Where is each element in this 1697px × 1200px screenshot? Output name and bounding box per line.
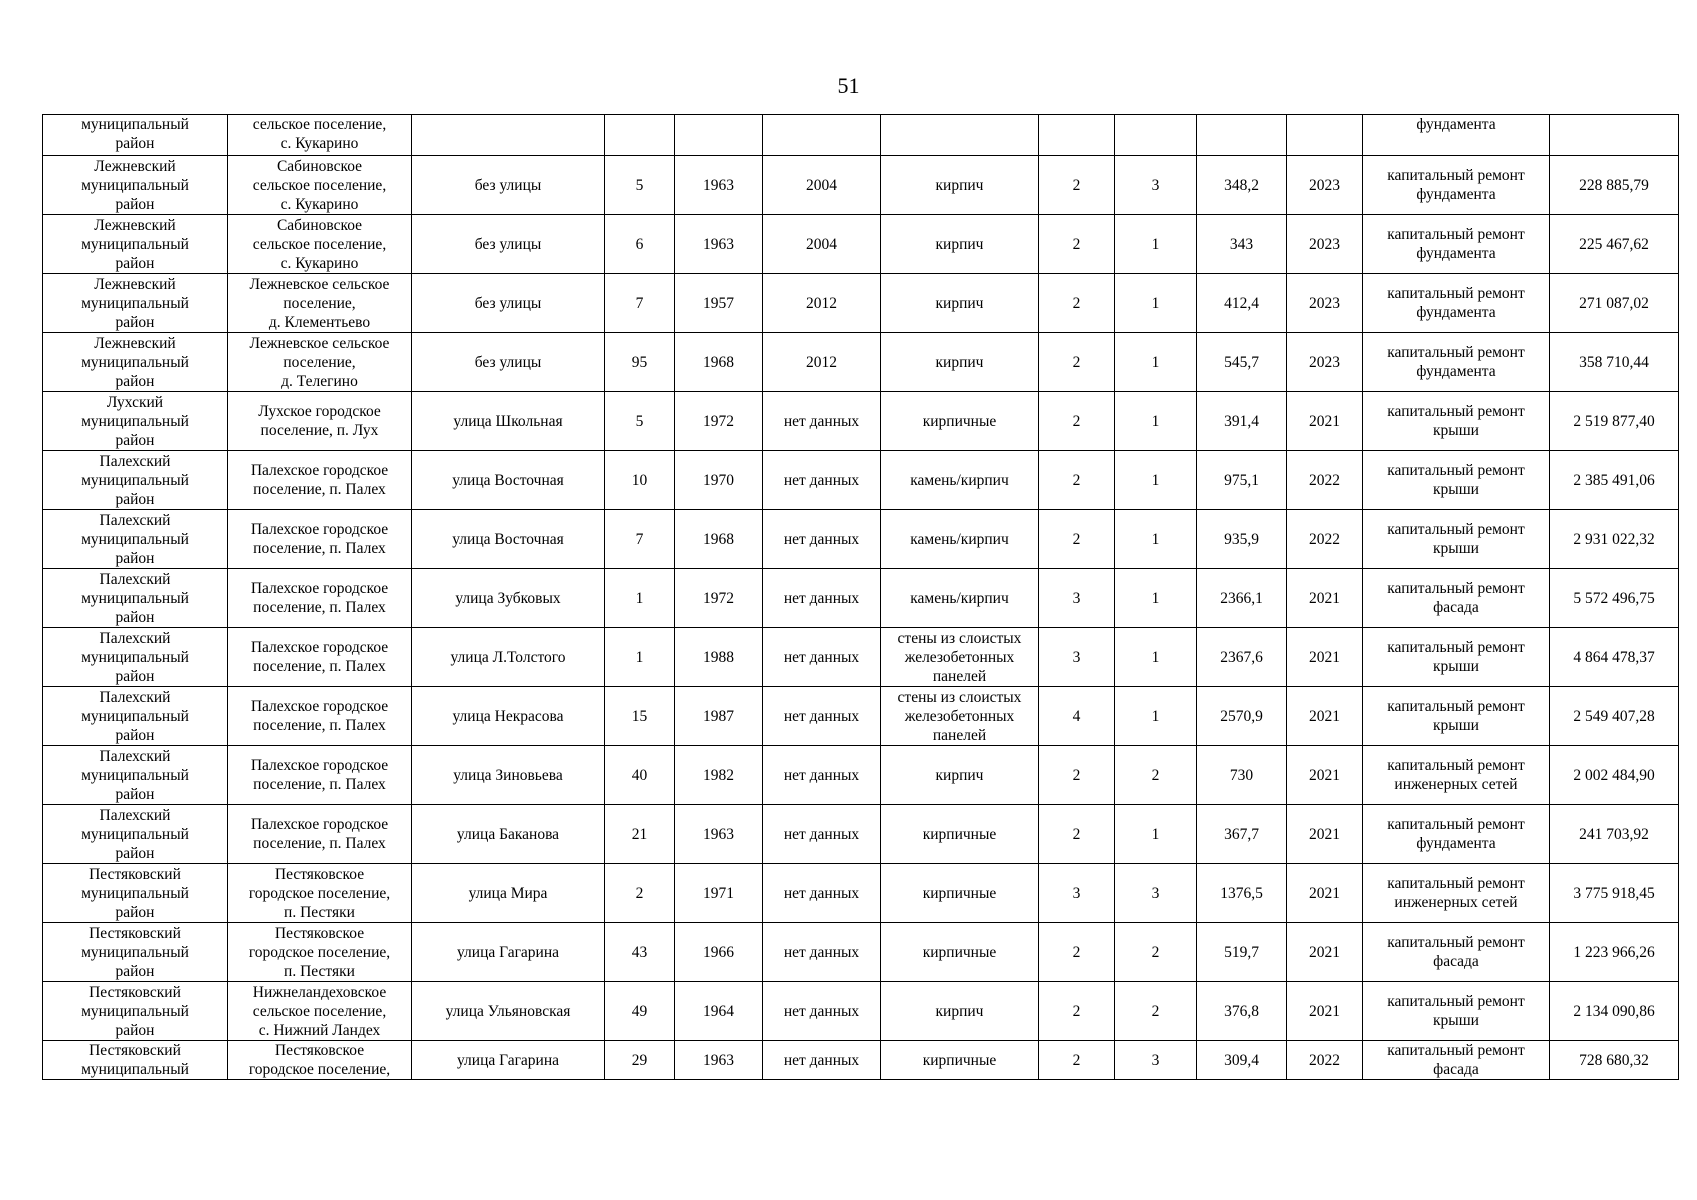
plan-year-cell: 2021: [1287, 923, 1363, 982]
year-built-cell: 1982: [675, 746, 763, 805]
year-repair-cell: нет данных: [763, 864, 881, 923]
house-cell: 43: [605, 923, 675, 982]
year-repair-cell: [763, 115, 881, 156]
settlement-cell: Палехское городское поселение, п. Палех: [228, 628, 412, 687]
table-row: [43, 687, 1679, 746]
year-repair-cell: 2012: [763, 333, 881, 392]
district-cell: Пестяковский муниципальный район: [43, 923, 228, 982]
year-repair-cell: нет данных: [763, 510, 881, 569]
material-cell: кирпич: [881, 746, 1039, 805]
material-cell: стены из слоистых железобетонных панелей: [881, 687, 1039, 746]
table-row: [43, 628, 1679, 687]
cost-cell: 4 864 478,37: [1550, 628, 1679, 687]
street-cell: улица Баканова: [412, 805, 605, 864]
area-cell: 519,7: [1197, 923, 1287, 982]
table-row: [43, 569, 1679, 628]
work-cell: капитальный ремонт крыши: [1363, 628, 1550, 687]
area-cell: 2570,9: [1197, 687, 1287, 746]
house-cell: 49: [605, 982, 675, 1041]
table-row: [43, 333, 1679, 392]
table-row: [43, 156, 1679, 215]
material-cell: камень/кирпич: [881, 451, 1039, 510]
table-row: [43, 215, 1679, 274]
year-built-cell: 1988: [675, 628, 763, 687]
material-cell: кирпич: [881, 982, 1039, 1041]
settlement-cell: Сабиновское сельское поселение, с. Кукарино: [228, 215, 412, 274]
entrances-cell: 2: [1115, 982, 1197, 1041]
street-cell: улица Л.Толстого: [412, 628, 605, 687]
area-cell: 412,4: [1197, 274, 1287, 333]
work-cell: капитальный ремонт инженерных сетей: [1363, 746, 1550, 805]
material-cell: кирпич: [881, 274, 1039, 333]
year-built-cell: 1972: [675, 392, 763, 451]
district-cell: Лежневский муниципальный район: [43, 215, 228, 274]
street-cell: улица Гагарина: [412, 923, 605, 982]
area-cell: 1376,5: [1197, 864, 1287, 923]
settlement-cell: Палехское городское поселение, п. Палех: [228, 569, 412, 628]
street-cell: улица Школьная: [412, 392, 605, 451]
cost-cell: 2 931 022,32: [1550, 510, 1679, 569]
house-cell: 7: [605, 510, 675, 569]
area-cell: 391,4: [1197, 392, 1287, 451]
work-cell: капитальный ремонт фундамента: [1363, 215, 1550, 274]
year-built-cell: 1963: [675, 156, 763, 215]
area-cell: 935,9: [1197, 510, 1287, 569]
material-cell: кирпичные: [881, 864, 1039, 923]
table-row: [43, 274, 1679, 333]
work-cell: капитальный ремонт фасада: [1363, 1041, 1550, 1080]
settlement-cell: Лежневское сельское поселение, д. Клементьево: [228, 274, 412, 333]
cost-cell: 2 549 407,28: [1550, 687, 1679, 746]
cost-cell: [1550, 115, 1679, 156]
house-cell: 2: [605, 864, 675, 923]
district-cell: Палехский муниципальный район: [43, 746, 228, 805]
area-cell: 730: [1197, 746, 1287, 805]
floors-cell: 2: [1039, 1041, 1115, 1080]
district-cell: Пестяковский муниципальный район: [43, 864, 228, 923]
plan-year-cell: 2021: [1287, 746, 1363, 805]
material-cell: кирпич: [881, 333, 1039, 392]
year-repair-cell: 2004: [763, 215, 881, 274]
street-cell: без улицы: [412, 333, 605, 392]
year-repair-cell: нет данных: [763, 392, 881, 451]
street-cell: улица Восточная: [412, 510, 605, 569]
material-cell: кирпичные: [881, 923, 1039, 982]
area-cell: [1197, 115, 1287, 156]
settlement-cell: сельское поселение, с. Кукарино: [228, 115, 412, 156]
street-cell: улица Мира: [412, 864, 605, 923]
cost-cell: 728 680,32: [1550, 1041, 1679, 1080]
area-cell: 343: [1197, 215, 1287, 274]
year-built-cell: [675, 115, 763, 156]
settlement-cell: Палехское городское поселение, п. Палех: [228, 805, 412, 864]
district-cell: Палехский муниципальный район: [43, 687, 228, 746]
plan-year-cell: 2021: [1287, 687, 1363, 746]
year-repair-cell: нет данных: [763, 923, 881, 982]
work-cell: капитальный ремонт крыши: [1363, 687, 1550, 746]
entrances-cell: 3: [1115, 864, 1197, 923]
entrances-cell: 3: [1115, 1041, 1197, 1080]
material-cell: кирпич: [881, 215, 1039, 274]
year-repair-cell: нет данных: [763, 982, 881, 1041]
work-cell: капитальный ремонт фундамента: [1363, 333, 1550, 392]
floors-cell: 2: [1039, 215, 1115, 274]
entrances-cell: [1115, 115, 1197, 156]
floors-cell: [1039, 115, 1115, 156]
entrances-cell: 1: [1115, 687, 1197, 746]
cost-cell: 5 572 496,75: [1550, 569, 1679, 628]
settlement-cell: Палехское городское поселение, п. Палех: [228, 746, 412, 805]
work-cell: капитальный ремонт фундамента: [1363, 156, 1550, 215]
area-cell: 2367,6: [1197, 628, 1287, 687]
cost-cell: 228 885,79: [1550, 156, 1679, 215]
year-built-cell: 1971: [675, 864, 763, 923]
cost-cell: 2 134 090,86: [1550, 982, 1679, 1041]
material-cell: камень/кирпич: [881, 510, 1039, 569]
district-cell: Палехский муниципальный район: [43, 569, 228, 628]
work-cell: капитальный ремонт крыши: [1363, 982, 1550, 1041]
year-built-cell: 1968: [675, 510, 763, 569]
cost-cell: 358 710,44: [1550, 333, 1679, 392]
page-number: 51: [837, 73, 860, 98]
work-cell: капитальный ремонт фасада: [1363, 923, 1550, 982]
work-cell: капитальный ремонт инженерных сетей: [1363, 864, 1550, 923]
table-row: [43, 451, 1679, 510]
cost-cell: 3 775 918,45: [1550, 864, 1679, 923]
year-repair-cell: нет данных: [763, 569, 881, 628]
area-cell: 975,1: [1197, 451, 1287, 510]
year-built-cell: 1963: [675, 805, 763, 864]
material-cell: кирпичные: [881, 1041, 1039, 1080]
house-cell: [605, 115, 675, 156]
floors-cell: 2: [1039, 923, 1115, 982]
table-row: [43, 982, 1679, 1041]
entrances-cell: 1: [1115, 628, 1197, 687]
entrances-cell: 1: [1115, 805, 1197, 864]
floors-cell: 2: [1039, 982, 1115, 1041]
house-cell: 21: [605, 805, 675, 864]
house-cell: 7: [605, 274, 675, 333]
entrances-cell: 1: [1115, 333, 1197, 392]
year-built-cell: 1963: [675, 215, 763, 274]
street-cell: без улицы: [412, 156, 605, 215]
house-cell: 40: [605, 746, 675, 805]
year-built-cell: 1987: [675, 687, 763, 746]
work-cell: капитальный ремонт фундамента: [1363, 274, 1550, 333]
table-row: [43, 510, 1679, 569]
district-cell: Пестяковский муниципальный: [43, 1041, 228, 1080]
entrances-cell: 2: [1115, 923, 1197, 982]
house-cell: 95: [605, 333, 675, 392]
area-cell: 2366,1: [1197, 569, 1287, 628]
area-cell: 367,7: [1197, 805, 1287, 864]
district-cell: Палехский муниципальный район: [43, 510, 228, 569]
entrances-cell: 1: [1115, 510, 1197, 569]
floors-cell: 4: [1039, 687, 1115, 746]
settlement-cell: Сабиновское сельское поселение, с. Кукарино: [228, 156, 412, 215]
work-cell: фундамента: [1363, 115, 1550, 156]
floors-cell: 2: [1039, 746, 1115, 805]
floors-cell: 3: [1039, 864, 1115, 923]
district-cell: Лежневский муниципальный район: [43, 274, 228, 333]
street-cell: улица Зиновьева: [412, 746, 605, 805]
plan-year-cell: 2023: [1287, 156, 1363, 215]
cost-cell: 241 703,92: [1550, 805, 1679, 864]
settlement-cell: Палехское городское поселение, п. Палех: [228, 687, 412, 746]
floors-cell: 2: [1039, 451, 1115, 510]
street-cell: улица Зубковых: [412, 569, 605, 628]
entrances-cell: 3: [1115, 156, 1197, 215]
settlement-cell: Пестяковское городское поселение,: [228, 1041, 412, 1080]
year-built-cell: 1963: [675, 1041, 763, 1080]
street-cell: улица Гагарина: [412, 1041, 605, 1080]
house-cell: 1: [605, 628, 675, 687]
table-row: [43, 115, 1679, 156]
plan-year-cell: 2022: [1287, 451, 1363, 510]
floors-cell: 2: [1039, 510, 1115, 569]
year-built-cell: 1970: [675, 451, 763, 510]
street-cell: без улицы: [412, 274, 605, 333]
house-cell: 1: [605, 569, 675, 628]
settlement-cell: Нижнеландеховское сельское поселение, с. Нижний Ландех: [228, 982, 412, 1041]
cost-cell: 271 087,02: [1550, 274, 1679, 333]
district-cell: муниципальный район: [43, 115, 228, 156]
cost-cell: 2 519 877,40: [1550, 392, 1679, 451]
table-row: [43, 864, 1679, 923]
district-cell: Лежневский муниципальный район: [43, 156, 228, 215]
year-repair-cell: нет данных: [763, 451, 881, 510]
cost-cell: 2 002 484,90: [1550, 746, 1679, 805]
entrances-cell: 1: [1115, 392, 1197, 451]
floors-cell: 3: [1039, 569, 1115, 628]
floors-cell: 2: [1039, 274, 1115, 333]
house-cell: 5: [605, 392, 675, 451]
year-repair-cell: нет данных: [763, 805, 881, 864]
settlement-cell: Палехское городское поселение, п. Палех: [228, 451, 412, 510]
material-cell: [881, 115, 1039, 156]
table-row: [43, 1041, 1679, 1080]
material-cell: кирпичные: [881, 392, 1039, 451]
plan-year-cell: 2023: [1287, 274, 1363, 333]
district-cell: Лежневский муниципальный район: [43, 333, 228, 392]
cost-cell: 2 385 491,06: [1550, 451, 1679, 510]
settlement-cell: Палехское городское поселение, п. Палех: [228, 510, 412, 569]
table-row: [43, 923, 1679, 982]
plan-year-cell: 2021: [1287, 805, 1363, 864]
year-built-cell: 1957: [675, 274, 763, 333]
street-cell: улица Ульяновская: [412, 982, 605, 1041]
work-cell: капитальный ремонт фасада: [1363, 569, 1550, 628]
year-built-cell: 1968: [675, 333, 763, 392]
plan-year-cell: [1287, 115, 1363, 156]
floors-cell: 2: [1039, 156, 1115, 215]
plan-year-cell: 2021: [1287, 982, 1363, 1041]
plan-year-cell: 2023: [1287, 215, 1363, 274]
plan-year-cell: 2021: [1287, 864, 1363, 923]
street-cell: улица Некрасова: [412, 687, 605, 746]
year-repair-cell: 2004: [763, 156, 881, 215]
district-cell: Палехский муниципальный район: [43, 805, 228, 864]
entrances-cell: 1: [1115, 451, 1197, 510]
house-cell: 15: [605, 687, 675, 746]
district-cell: Лухский муниципальный район: [43, 392, 228, 451]
area-cell: 545,7: [1197, 333, 1287, 392]
house-cell: 10: [605, 451, 675, 510]
entrances-cell: 1: [1115, 569, 1197, 628]
housing-repair-table: [42, 114, 1679, 1080]
area-cell: 348,2: [1197, 156, 1287, 215]
district-cell: Палехский муниципальный район: [43, 628, 228, 687]
plan-year-cell: 2021: [1287, 628, 1363, 687]
table-row: [43, 805, 1679, 864]
street-cell: без улицы: [412, 215, 605, 274]
material-cell: стены из слоистых железобетонных панелей: [881, 628, 1039, 687]
floors-cell: 3: [1039, 628, 1115, 687]
area-cell: 376,8: [1197, 982, 1287, 1041]
material-cell: кирпич: [881, 156, 1039, 215]
year-repair-cell: нет данных: [763, 628, 881, 687]
work-cell: капитальный ремонт крыши: [1363, 392, 1550, 451]
entrances-cell: 1: [1115, 215, 1197, 274]
work-cell: капитальный ремонт фундамента: [1363, 805, 1550, 864]
floors-cell: 2: [1039, 392, 1115, 451]
entrances-cell: 2: [1115, 746, 1197, 805]
settlement-cell: Пестяковское городское поселение, п. Пестяки: [228, 923, 412, 982]
plan-year-cell: 2023: [1287, 333, 1363, 392]
table-row: [43, 746, 1679, 805]
district-cell: Палехский муниципальный район: [43, 451, 228, 510]
table-body: [43, 115, 1679, 1080]
settlement-cell: Лежневское сельское поселение, д. Телегино: [228, 333, 412, 392]
settlement-cell: Пестяковское городское поселение, п. Пестяки: [228, 864, 412, 923]
floors-cell: 2: [1039, 333, 1115, 392]
cost-cell: 1 223 966,26: [1550, 923, 1679, 982]
year-built-cell: 1964: [675, 982, 763, 1041]
house-cell: 29: [605, 1041, 675, 1080]
material-cell: камень/кирпич: [881, 569, 1039, 628]
table-row: [43, 392, 1679, 451]
plan-year-cell: 2021: [1287, 569, 1363, 628]
year-repair-cell: нет данных: [763, 687, 881, 746]
street-cell: улица Восточная: [412, 451, 605, 510]
floors-cell: 2: [1039, 805, 1115, 864]
district-cell: Пестяковский муниципальный район: [43, 982, 228, 1041]
plan-year-cell: 2022: [1287, 1041, 1363, 1080]
street-cell: [412, 115, 605, 156]
cost-cell: 225 467,62: [1550, 215, 1679, 274]
year-repair-cell: нет данных: [763, 746, 881, 805]
work-cell: капитальный ремонт крыши: [1363, 451, 1550, 510]
year-repair-cell: нет данных: [763, 1041, 881, 1080]
work-cell: капитальный ремонт крыши: [1363, 510, 1550, 569]
year-repair-cell: 2012: [763, 274, 881, 333]
plan-year-cell: 2022: [1287, 510, 1363, 569]
settlement-cell: Лухское городское поселение, п. Лух: [228, 392, 412, 451]
material-cell: кирпичные: [881, 805, 1039, 864]
house-cell: 5: [605, 156, 675, 215]
entrances-cell: 1: [1115, 274, 1197, 333]
area-cell: 309,4: [1197, 1041, 1287, 1080]
house-cell: 6: [605, 215, 675, 274]
year-built-cell: 1966: [675, 923, 763, 982]
year-built-cell: 1972: [675, 569, 763, 628]
plan-year-cell: 2021: [1287, 392, 1363, 451]
